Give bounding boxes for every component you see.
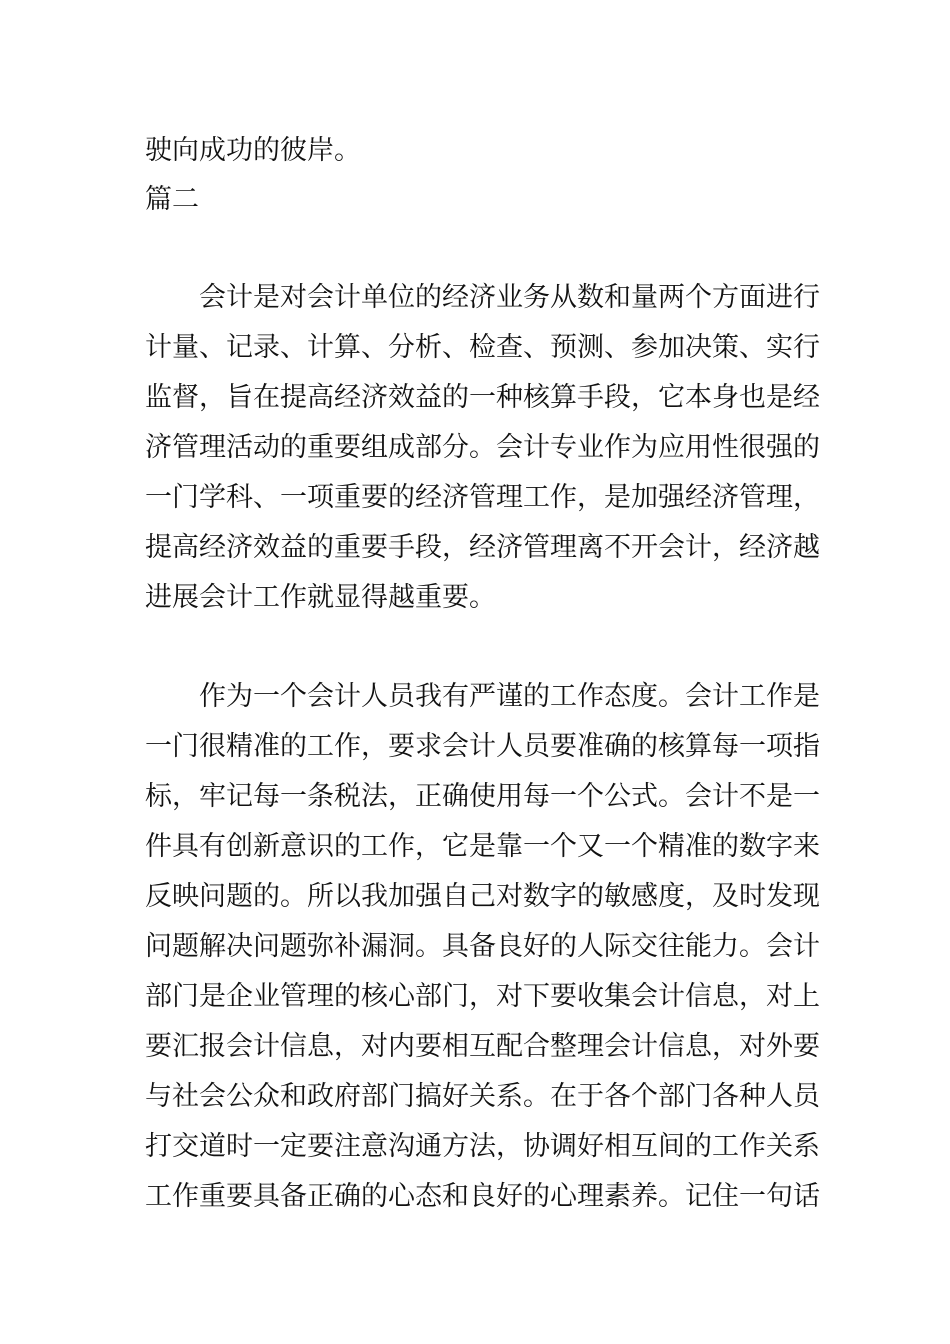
paragraph-line: 会计是对会计单位的经济业务从数和量两个方面进行: [199, 282, 820, 313]
paragraph-line: 进展会计工作就显得越重要。: [145, 582, 496, 613]
continuation-text: 驶向成功的彼岸。: [145, 135, 361, 166]
paragraph-line: 提高经济效益的重要手段，经济管理离不开会计，经济越: [145, 532, 820, 563]
paragraph-line: 一门学科、一项重要的经济管理工作，是加强经济管理，: [145, 482, 820, 513]
section-heading: 篇二: [145, 184, 199, 215]
paragraph-line: 反映问题的。所以我加强自己对数字的敏感度，及时发现: [145, 881, 820, 912]
paragraph-line: 一门很精准的工作，要求会计人员要准确的核算每一项指: [145, 731, 820, 762]
paragraph-line: 打交道时一定要注意沟通方法，协调好相互间的工作关系: [145, 1131, 820, 1162]
paragraph-line: 问题解决问题弥补漏洞。具备良好的人际交往能力。会计: [145, 931, 820, 962]
paragraph-line: 作为一个会计人员我有严谨的工作态度。会计工作是: [199, 681, 820, 712]
paragraph-line: 济管理活动的重要组成部分。会计专业作为应用性很强的: [145, 432, 820, 463]
paragraph-line: 与社会公众和政府部门搞好关系。在于各个部门各种人员: [145, 1081, 820, 1112]
paragraph-line: 部门是企业管理的核心部门，对下要收集会计信息，对上: [145, 981, 820, 1012]
paragraph-line: 工作重要具备正确的心态和良好的心理素养。记住一句话: [145, 1181, 820, 1212]
paragraph-line: 计量、记录、计算、分析、检查、预测、参加决策、实行: [145, 332, 820, 363]
paragraph-line: 标，牢记每一条税法，正确使用每一个公式。会计不是一: [145, 781, 820, 812]
paragraph-line: 监督，旨在提高经济效益的一种核算手段，它本身也是经: [145, 382, 820, 413]
paragraph-line: 件具有创新意识的工作，它是靠一个又一个精准的数字来: [145, 831, 820, 862]
paragraph-line: 要汇报会计信息，对内要相互配合整理会计信息，对外要: [145, 1031, 820, 1062]
